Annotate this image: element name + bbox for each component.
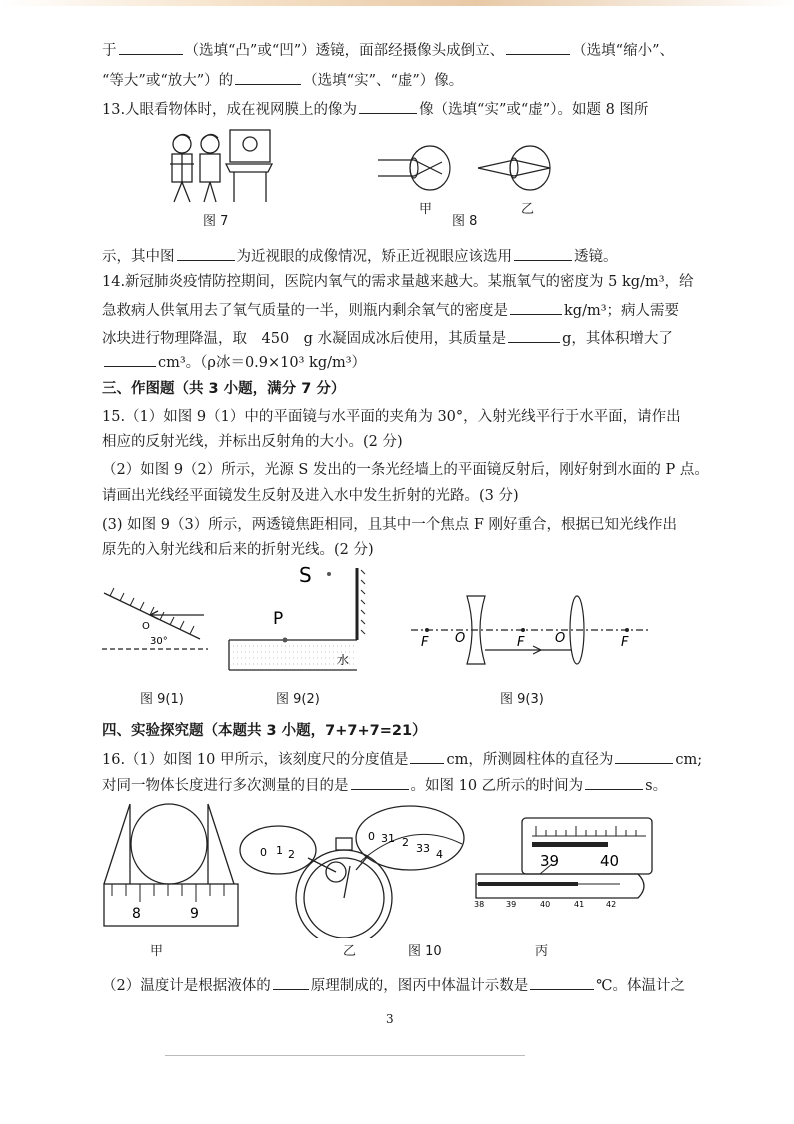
answer-blank[interactable] — [506, 40, 570, 55]
text: 16.（1）如图 10 甲所示，该刻度尺的分度值是 — [102, 752, 409, 768]
watch-mark-2: 2 — [288, 848, 295, 861]
section-3-heading: 三、作图题（共 3 小题，满分 7 分） — [102, 381, 346, 397]
text: （选填“缩小”、 — [572, 43, 674, 59]
text: cm，所测圆柱体的直径为 — [446, 752, 614, 768]
answer-blank[interactable] — [104, 352, 156, 367]
text: 于 — [102, 43, 117, 59]
text: kg/m³；病人需要 — [564, 303, 680, 319]
text: cm³。（ρ冰＝0.9×10³ kg/m³） — [158, 355, 367, 371]
text: 13.人眼看物体时，成在视网膜上的像为 — [102, 102, 358, 118]
answer-blank[interactable] — [514, 246, 572, 261]
figure-10-jia-ruler — [100, 800, 240, 930]
q15-line-1: 15.（1）如图 9（1）中的平面镜与水平面的夹角为 30°，入射光线平行于水平面，请作出 — [102, 409, 681, 425]
answer-blank[interactable] — [235, 70, 301, 85]
therm-mark-38: 38 — [474, 900, 485, 909]
magnified-mark-40: 40 — [600, 852, 620, 870]
q16-line-3 — [102, 975, 685, 996]
therm-mark-42: 42 — [606, 900, 617, 909]
q15-line-6: 原先的入射光线和后来的折射光线。(2 分) — [102, 542, 374, 558]
fig10-jia-label: 甲 — [150, 944, 164, 959]
point-p: P — [273, 609, 284, 629]
text: 冰块进行物理降温，取 450 g 水凝固成冰后使用，其质量是 — [102, 331, 507, 347]
figure-10-yi-stopwatch — [238, 798, 468, 938]
focus-f-right: F — [621, 635, 629, 650]
angle-label: 30° — [150, 636, 168, 647]
fig10-caption: 图 10 — [408, 944, 442, 959]
figure-9-2-wall-mirror — [225, 560, 385, 680]
therm-mark-40: 40 — [540, 900, 551, 909]
q16-line-1 — [102, 749, 702, 770]
answer-blank[interactable] — [177, 246, 235, 261]
text: 透镜。 — [574, 249, 618, 265]
answer-blank[interactable] — [119, 40, 183, 55]
answer-blank[interactable] — [351, 775, 409, 790]
text: 原理制成的，图丙中体温计示数是 — [310, 978, 529, 994]
q15-line-5: (3) 如图 9（3）所示，两透镜焦距相同，且其中一个焦点 F 刚好重合，根据已知光线作出 — [102, 517, 677, 533]
page-number: 3 — [386, 1012, 394, 1026]
light-source-s: S — [299, 563, 312, 587]
dial-mark-2: 2 — [402, 836, 409, 849]
text: ℃。体温计之 — [596, 978, 685, 994]
q13-line-2 — [102, 246, 618, 267]
answer-blank[interactable] — [410, 749, 444, 764]
fig8-jia-label: 甲 — [419, 202, 433, 217]
answer-blank[interactable] — [530, 975, 594, 990]
ruler-mark-9: 9 — [190, 906, 199, 922]
text: cm; — [675, 752, 703, 768]
center-o-left: O — [455, 631, 466, 646]
text: 14.新冠肺炎疫情防控期间，医院内氧气的需求量越来越大。某瓶氧气的密度为 5 kg/m³，给 — [102, 274, 694, 290]
answer-blank[interactable] — [510, 300, 562, 315]
q13-line-1 — [102, 99, 648, 120]
dial-mark-31: 31 — [381, 832, 395, 845]
focus-f-left: F — [421, 635, 429, 650]
fig8-yi-label: 乙 — [521, 202, 535, 217]
text: 示，其中图 — [102, 249, 175, 265]
q14-line-4 — [102, 352, 366, 373]
text: （选填“凸”或“凹”）透镜，面部经摄像头成倒立、 — [184, 43, 505, 59]
fig7-caption: 图 7 — [203, 214, 229, 229]
text: 对同一物体长度进行多次测量的目的是 — [102, 778, 349, 794]
fig9-2-caption: 图 9(2) — [276, 692, 320, 707]
q14-line-3 — [102, 328, 673, 349]
fig9-1-caption: 图 9(1) — [140, 692, 184, 707]
answer-blank[interactable] — [585, 775, 643, 790]
dial-mark-0: 0 — [368, 830, 375, 843]
fig10-bing-label: 丙 — [535, 944, 549, 959]
figure-9-1-mirror — [100, 585, 210, 660]
mercury-column — [478, 882, 578, 886]
ruler-mark-8: 8 — [132, 906, 141, 922]
text: 急救病人供氧用去了氧气质量的一半，则瓶内剩余氧气的密度是 — [102, 303, 508, 319]
answer-blank[interactable] — [615, 749, 673, 764]
watch-mark-1: 1 — [276, 844, 283, 857]
fig10-yi-label: 乙 — [343, 944, 357, 959]
q15-line-2: 相应的反射光线，并标出反射角的大小。(2 分) — [102, 434, 403, 450]
text: （2）温度计是根据液体的 — [102, 978, 271, 994]
figure-10-bing-thermometer — [470, 814, 660, 914]
therm-mark-39: 39 — [506, 900, 517, 909]
center-o-right: O — [555, 631, 566, 646]
answer-blank[interactable] — [273, 975, 309, 990]
q16-line-2 — [102, 775, 667, 796]
figure-7-illustration — [160, 124, 280, 208]
text: 像（选填“实”或“虚”）。如题 8 图所 — [419, 102, 649, 118]
q14-line-1 — [102, 272, 694, 292]
text: s。 — [645, 778, 668, 794]
therm-mark-41: 41 — [574, 900, 585, 909]
answer-blank[interactable] — [508, 328, 560, 343]
dial-mark-4: 4 — [436, 848, 443, 861]
figure-9-3-lenses — [405, 590, 655, 670]
text: 。如图 10 乙所示的时间为 — [410, 778, 584, 794]
q15-line-4: 请画出光线经平面镜发生反射及进入水中发生折射的光路。(3 分) — [102, 488, 519, 504]
text: “等大”或“放大”）的 — [102, 73, 234, 89]
section-4-heading: 四、实验探究题（本题共 3 小题，7+7+7=21） — [102, 723, 427, 739]
text: 为近视眼的成像情况，矫正近视眼应该选用 — [236, 249, 512, 265]
focus-f-middle: F — [517, 635, 525, 650]
text: g，其体积增大了 — [562, 331, 673, 347]
mirror-point-o: O — [142, 621, 150, 632]
q12-line-2 — [102, 70, 463, 91]
page-bottom-rule — [165, 1055, 525, 1056]
watch-mark-0: 0 — [260, 846, 267, 859]
q15-line-3: （2）如图 9（2）所示，光源 S 发出的一条光经墙上的平面镜反射后，刚好射到水面的 P 点。 — [102, 462, 709, 478]
magnified-mark-39: 39 — [540, 852, 560, 870]
figure-8-eyes — [370, 138, 590, 198]
fig8-caption: 图 8 — [452, 214, 478, 229]
water-label: 水 — [337, 653, 350, 667]
dial-mark-33: 33 — [416, 842, 430, 855]
answer-blank[interactable] — [359, 99, 417, 114]
text: （选填“实”、“虚”）像。 — [303, 73, 464, 89]
fig9-3-caption: 图 9(3) — [500, 692, 544, 707]
q14-line-2 — [102, 300, 679, 321]
page-top-band — [0, 0, 794, 6]
q12-line-1 — [102, 40, 674, 61]
magnified-mercury-column — [532, 842, 608, 847]
